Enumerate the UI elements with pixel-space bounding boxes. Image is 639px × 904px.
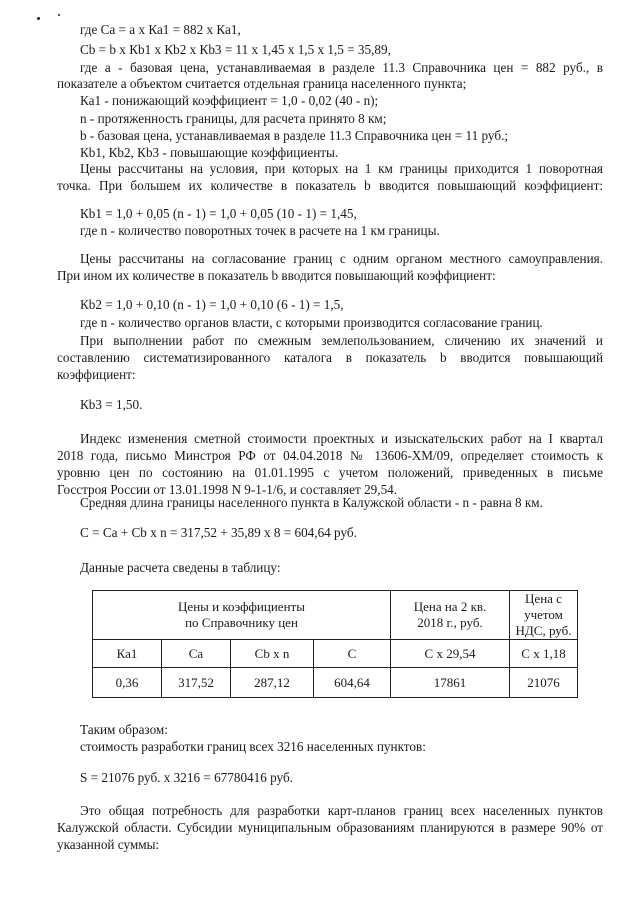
paragraph-line: указанной суммы: <box>57 837 160 852</box>
paragraph-line: Госстроя России от 13.01.1998 N 9-1-1/6, и составляет 29,54. <box>57 482 398 497</box>
header-price-with-vat: Цена с учетом НДС, руб. <box>510 591 578 640</box>
subheader-cell: С х 1,18 <box>510 640 578 668</box>
scan-mark <box>58 14 60 16</box>
table-cell: 17861 <box>391 668 510 698</box>
paragraph-line: Это общая потребность для разработки карт-планов границ всех населенных пунктов <box>80 803 603 818</box>
paragraph-line: При выполнении работ по смежным землепользованием, сличению их значений и <box>80 333 603 348</box>
formula-total: S = 21076 руб. х 3216 = 67780416 руб. <box>80 770 293 785</box>
formula-kb3: Кb3 = 1,50. <box>80 397 143 412</box>
paragraph-line: Таким образом: <box>80 722 168 737</box>
formula-c: С = Са + Сb х n = 317,52 + 35,89 х 8 = 604,64 руб. <box>80 525 357 540</box>
formula-kb2: Кb2 = 1,0 + 0,10 (n - 1) = 1,0 + 0,10 (6 - 1) = 1,5, <box>80 297 344 312</box>
paragraph-line: где n - количество органов власти, с которыми производится согласование границ. <box>80 315 543 330</box>
paragraph-line: уровню цен по состоянию на 01.01.1995 с учетом положений, приведенных в письме <box>57 465 603 480</box>
paragraph-line: n - протяженность границы, для расчета принято 8 км; <box>80 111 387 126</box>
paragraph-line: При ином их количестве в показатель b вводится повышающий коэффициент: <box>57 268 496 283</box>
paragraph-line: показателе а объектом считается отдельная граница населенного пункта; <box>57 76 467 91</box>
table-cell: 317,52 <box>162 668 231 698</box>
formula-ca: где Са = а х Ка1 = 882 х Ка1, <box>80 22 241 37</box>
scan-mark <box>37 17 40 20</box>
paragraph-line: Ка1 - понижающий коэффициент = 1,0 - 0,02 (40 - n); <box>80 93 379 108</box>
paragraph-line: Цены рассчитаны на условия, при которых на 1 км границы приходится 1 поворотная <box>80 161 603 176</box>
paragraph-line: Кb1, Кb2, Кb3 - повышающие коэффициенты. <box>80 145 339 160</box>
header-price-q2-2018: Цена на 2 кв. 2018 г., руб. <box>391 591 510 640</box>
paragraph-line: коэффициент: <box>57 367 136 382</box>
subheader-cell: Сb х n <box>231 640 314 668</box>
header-reference-prices: Цены и коэффициенты по Справочнику цен <box>93 591 391 640</box>
paragraph-line: Индекс изменения сметной стоимости проектных и изыскательских работ на I квартал <box>80 431 603 446</box>
subheader-cell: Ка1 <box>93 640 162 668</box>
table-cell: 0,36 <box>93 668 162 698</box>
subheader-cell: С х 29,54 <box>391 640 510 668</box>
table-cell: 21076 <box>510 668 578 698</box>
table-cell: 604,64 <box>314 668 391 698</box>
formula-cb: Сb = b х Кb1 х Кb2 х Кb3 = 11 х 1,45 х 1,5 х 1,5 = 35,89, <box>80 42 391 57</box>
subheader-cell: Са <box>162 640 231 668</box>
paragraph-line: Средняя длина границы населенного пункта в Калужской области - n - равна 8 км. <box>80 495 543 510</box>
formula-kb1: Кb1 = 1,0 + 0,05 (n - 1) = 1,0 + 0,05 (10 - 1) = 1,45, <box>80 206 357 221</box>
table-caption: Данные расчета сведены в таблицу: <box>80 560 281 575</box>
paragraph-line: b - базовая цена, устанавливаемая в разделе 11.3 Справочника цен = 11 руб.; <box>80 128 509 143</box>
paragraph-line: где а - базовая цена, устанавливаемая в разделе 11.3 Справочника цен = 882 руб., в <box>80 60 603 75</box>
paragraph-line: Калужской области. Субсидии муниципальным образованиям планируются в размере 90% от <box>57 820 603 835</box>
paragraph-line: составлению систематизированного каталога в показатель b вводится повышающий <box>57 350 603 365</box>
paragraph-line: точка. При большем их количестве в показатель b вводится повышающий коэффициент: <box>57 178 603 193</box>
calculation-table <box>92 590 578 698</box>
paragraph-line: 2018 года, письмо Минстроя РФ от 04.04.2018 № 13606-ХМ/09, определяет стоимость к <box>57 448 603 463</box>
paragraph-line: стоимость разработки границ всех 3216 населенных пунктов: <box>80 739 426 754</box>
paragraph-line: где n - количество поворотных точек в расчете на 1 км границы. <box>80 223 440 238</box>
subheader-cell: С <box>314 640 391 668</box>
paragraph-line: Цены рассчитаны на согласование границ с одним органом местного самоуправления. <box>80 251 603 266</box>
table-cell: 287,12 <box>231 668 314 698</box>
